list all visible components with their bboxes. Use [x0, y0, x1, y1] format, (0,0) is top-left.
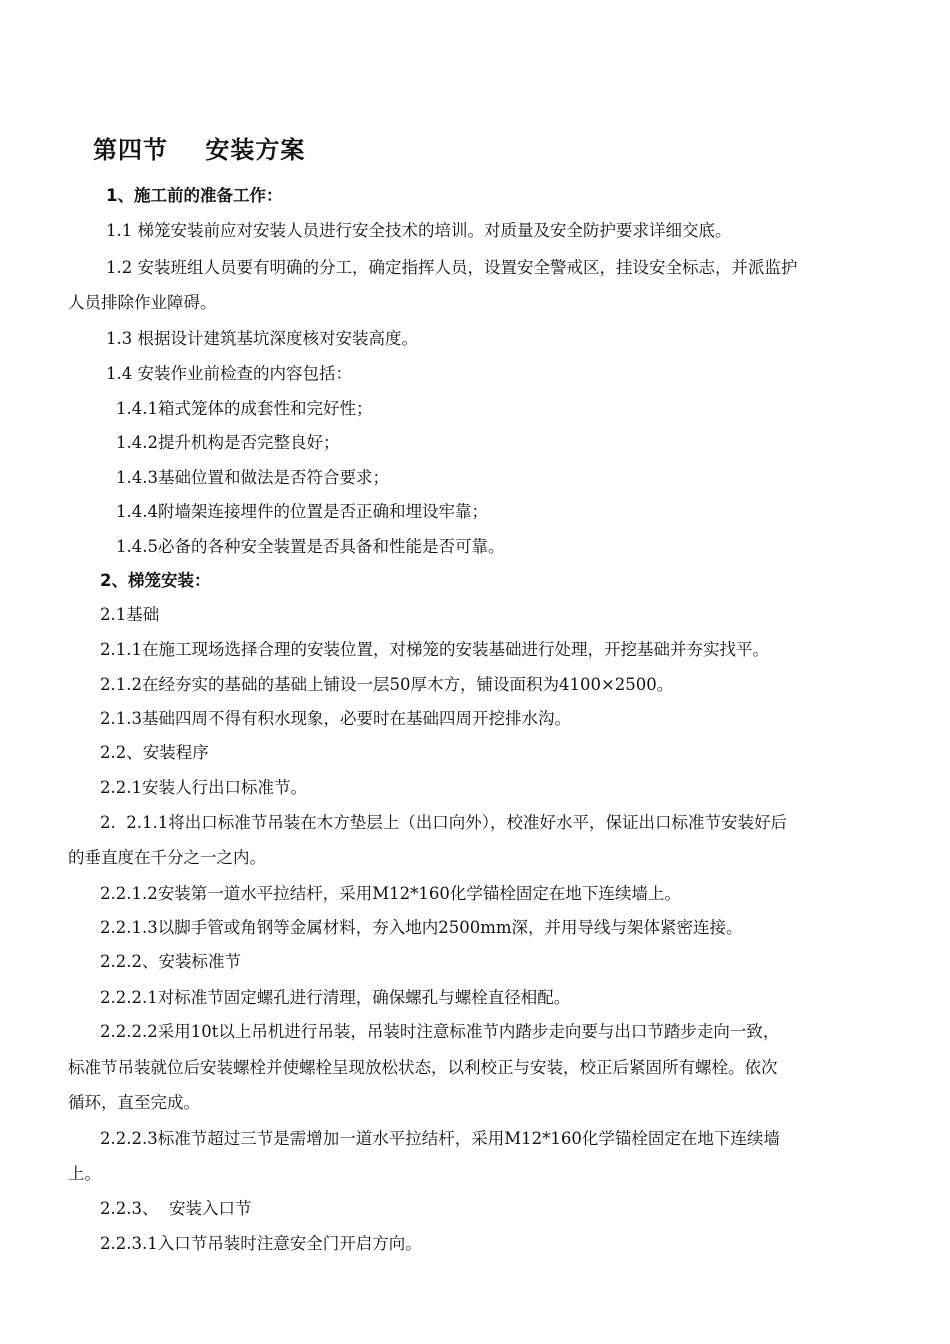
paragraph-2-2-2-1: 2.2.2.1对标准节固定螺孔进行清理，确保螺孔与螺栓直径相配。	[100, 988, 571, 1007]
paragraph-1-1: 1.1 梯笼安装前应对安装人员进行安全技术的培训。对质量及安全防护要求详细交底。	[106, 221, 732, 240]
item-1-4-3: 1.4.3基础位置和做法是否符合要求；	[116, 468, 389, 487]
paragraph-2-1-3: 2.1.3基础四周不得有积水现象，必要时在基础四周开挖排水沟。	[100, 709, 571, 728]
paragraph-2-2-1-2: 2.2.1.2安装第一道水平拉结杆，采用M12*160化学锚栓固定在地下连续墙上。	[100, 884, 681, 903]
paragraph-2-2-2-2: 2.2.2.2采用10t以上吊机进行吊装，吊装时注意标准节内踏步走向要与出口节踏步走向一致，	[100, 1022, 780, 1041]
paragraph-1-2-cont: 人员排除作业障碍。	[68, 293, 217, 312]
heading-preparation: 1、施工前的准备工作：	[106, 186, 283, 205]
paragraph-2-2-2-3-cont: 上。	[68, 1164, 101, 1183]
paragraph-2-2-2-2-cont: 标准节吊装就位后安装螺栓并使螺栓呈现放松状态，以利校正与安装，校正后紧固所有螺栓。依次	[68, 1058, 778, 1077]
paragraph-1-3: 1.3 根据设计建筑基坑深度核对安装高度。	[106, 329, 418, 348]
paragraph-2-2-1-1: 2. 2.1.1将出口标准节吊装在木方垫层上（出口向外），校准好水平，保证出口标准节安装好后	[100, 813, 787, 832]
paragraph-2-2-1-1-cont: 的垂直度在千分之一之内。	[68, 848, 266, 867]
heading-2-2-2: 2.2.2、安装标准节	[100, 952, 241, 971]
item-1-4-1: 1.4.1箱式笼体的成套性和完好性；	[116, 399, 373, 418]
paragraph-2-2-3-1: 2.2.3.1入口节吊装时注意安全门开启方向。	[100, 1234, 422, 1253]
heading-installation: 2、梯笼安装：	[100, 571, 211, 590]
paragraph-2-2-1-3: 2.2.1.3以脚手管或角钢等金属材料，夯入地内2500mm深，并用导线与架体紧密连接。	[100, 918, 743, 937]
paragraph-1-2: 1.2 安装班组人员要有明确的分工，确定指挥人员，设置安全警戒区，挂设安全标志，并派监护	[106, 258, 798, 277]
paragraph-2-2-2-3: 2.2.2.3标准节超过三节是需增加一道水平拉结杆，采用M12*160化学锚栓固定在地下连续墙	[100, 1129, 780, 1148]
section-title: 第四节 安装方案	[93, 136, 306, 164]
item-1-4-5: 1.4.5必备的各种安全装置是否具备和性能是否可靠。	[116, 537, 505, 556]
heading-2-2-1: 2.2.1安装人行出口标准节。	[100, 778, 307, 797]
paragraph-2-2-2-2-end: 循环，直至完成。	[68, 1093, 200, 1112]
heading-2-2: 2.2、安装程序	[100, 743, 209, 762]
paragraph-2-1-2: 2.1.2在经夯实的基础的基础上铺设一层50厚木方，铺设面积为4100×2500。	[100, 675, 674, 694]
heading-2-1: 2.1基础	[100, 605, 160, 624]
paragraph-1-4: 1.4 安装作业前检查的内容包括：	[106, 364, 352, 383]
item-1-4-2: 1.4.2提升机构是否完整良好；	[116, 433, 340, 452]
paragraph-2-1-1: 2.1.1在施工现场选择合理的安装位置，对梯笼的安装基础进行处理，开挖基础并夯实找平。	[100, 640, 769, 659]
item-1-4-4: 1.4.4附墙架连接埋件的位置是否正确和埋设牢靠；	[116, 502, 488, 521]
heading-2-2-3: 2.2.3、 安装入口节	[100, 1199, 252, 1218]
